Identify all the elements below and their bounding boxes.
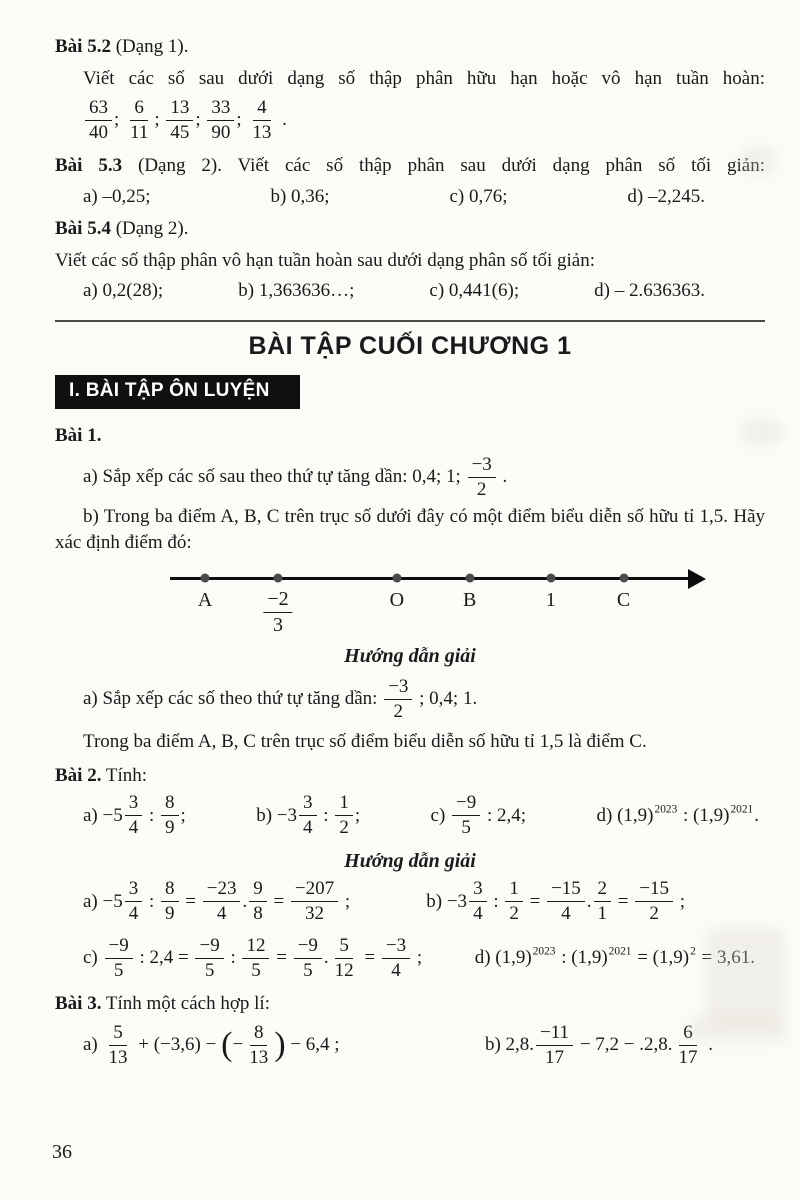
number-line-point-label: C — [616, 589, 631, 612]
problem-2-solution-c: c) $\frac{-9}{5}$ : 2,4 = $\frac{-9}{5}$ : $\frac{12}{5}$ = $\frac{-9}{5}$ . $\frac{5}{12}$ = $\frac{-3}{4}$ ; — [83, 935, 423, 981]
exercise-5-2-heading — [55, 34, 765, 60]
problem-2-item-b: b) −3 $\frac{3}{4}$ : $\frac{1}{2}$ ; — [256, 792, 361, 839]
exercise-5-3-type: (Dạng 2). — [122, 154, 222, 176]
problem-2-solution-d: d) (1,9) 2023 : (1,9) 2021 = (1,9) 2 = 3,61. — [474, 946, 755, 969]
exercise-5-4-type: (Dạng 2). — [110, 218, 189, 240]
section-heading-box — [55, 375, 300, 409]
problem-1-heading — [55, 423, 765, 449]
chapter-title: BÀI TẬP CUỐI CHƯƠNG 1 — [248, 332, 572, 361]
problem-2-items — [55, 793, 765, 838]
problem-1-solution-b: Trong ba điểm A, B, C trên trục số điểm biểu diễn số hữu tỉ 1,5 là điểm C. — [83, 731, 647, 753]
exercise-5-3-intro: Viết các số thập phân sau dưới dạng phân số tối giản: — [221, 154, 766, 176]
problem-2-item-a: a) −5 $\frac{3}{4}$ : $\frac{8}{9}$ ; — [83, 792, 186, 839]
number-line-point — [392, 574, 401, 583]
problem-2-item-c: c) $\frac{-9}{5}$ : 2,4; — [430, 792, 527, 839]
section-heading-label: I. BÀI TẬP ÔN LUYỆN — [69, 380, 270, 402]
problem-2-solution-row-2 — [55, 936, 765, 981]
exercise-5-2-label: Bài 5.2 — [55, 36, 111, 57]
exercise-5-3-answers — [55, 186, 765, 208]
problem-3-item-b: b) 2,8. $\frac{-11}{17}$ − 7,2 − .2,8. $\frac{6}{17}$ . — [484, 1021, 713, 1068]
solution-heading: Hướng dẫn giải — [344, 645, 476, 668]
answer-item-b: b) 0,36; — [270, 186, 330, 208]
section-divider — [55, 320, 765, 322]
exercise-5-4-answers — [55, 280, 765, 302]
solution-heading: Hướng dẫn giải — [344, 849, 476, 872]
number-line-point — [274, 574, 283, 583]
problem-2-solution-b: b) −3 $\frac{3}{4}$ : $\frac{1}{2}$ = $\frac{-15}{4}$ . $\frac{2}{1}$ = $\frac{-15}{2}$ ; — [426, 878, 685, 925]
number-line-point-label: 1 — [545, 589, 556, 612]
problem-1-part-b: b) Trong ba điểm A, B, C trên trục số dưới đây có một điểm biểu diễn số hữu tỉ 1,5. Hãy xác định điểm đó: — [55, 505, 765, 553]
number-line-point — [546, 574, 555, 583]
answer-item-a: a) –0,25; — [83, 186, 151, 208]
answer-item-a: a) 0,2(28); — [83, 280, 164, 302]
answer-item-c: c) 0,441(6); — [429, 280, 520, 302]
problem-2-solution-row-1 — [55, 879, 765, 924]
exercise-5-3-label: Bài 5.3 — [55, 154, 123, 176]
exercise-5-3-heading — [55, 153, 765, 179]
problem-2-label: Bài 2. — [55, 765, 102, 787]
exercise-5-2-type: (Dạng 1). — [110, 36, 189, 57]
exercise-5-4-heading — [55, 216, 765, 242]
number-line-point-label: $\frac{-2}{3}$ — [261, 589, 294, 636]
problem-3-title: Tính một cách hợp lí: — [101, 992, 270, 1014]
problem-2-item-d: d) (1,9) 2023 : (1,9) 2021 . — [596, 803, 759, 826]
answer-item-c: c) 0,76; — [449, 186, 508, 208]
number-line-axis — [170, 577, 694, 580]
problem-2-solution-a: a) −5 $\frac{3}{4}$ : $\frac{8}{9}$ = $\frac{-23}{4}$ . $\frac{9}{8}$ = $\frac{-207}{32}$ ; — [83, 878, 351, 925]
problem-2-title: Tính: — [101, 765, 148, 787]
problem-3-label: Bài 3. — [55, 992, 102, 1014]
number-line-point — [619, 574, 628, 583]
page-number: 36 — [52, 1141, 72, 1163]
problem-1-part-a: a) Sắp xếp các số sau theo thứ tự tăng dần: 0,4; 1; $\frac{-3}{2}$ . — [83, 453, 508, 500]
problem-1-label: Bài 1. — [55, 425, 102, 447]
problem-3-heading — [55, 991, 765, 1017]
number-line-point-label: B — [463, 589, 477, 612]
number-line — [170, 563, 710, 643]
problem-1-solution-a: a) Sắp xếp các số theo thứ tự tăng dần: $\frac{-3}{2}$ ; 0,4; 1. — [83, 675, 478, 722]
problem-2-heading — [55, 763, 765, 789]
answer-item-d: d) –2,245. — [627, 186, 705, 208]
exercise-5-2-fractions: $\frac{63}{40}$ ; $\frac{6}{11}$ ; $\frac{13}{45}$ ; $\frac{33}{90}$ ; $\frac{4}{13}$ . — [55, 98, 765, 143]
answer-item-b: b) 1,363636…; — [238, 280, 355, 302]
exercise-5-4-intro: Viết các số thập phân vô hạn tuần hoàn sau dưới dạng phân số tối giản: — [55, 250, 595, 272]
answer-item-d: d) – 2.636363. — [594, 280, 705, 302]
number-line-point — [201, 574, 210, 583]
number-line-point-label: O — [389, 589, 405, 612]
exercise-5-4-label: Bài 5.4 — [55, 218, 111, 240]
exercise-5-2-intro: Viết các số sau dưới dạng số thập phân hữu hạn hoặc vô hạn tuần hoàn: — [83, 67, 765, 89]
problem-3-items — [55, 1023, 765, 1068]
number-line-point-label: A — [197, 589, 213, 612]
number-line-point — [465, 574, 474, 583]
number-line-arrow — [688, 569, 706, 589]
problem-3-item-a: a) $\frac{5}{13}$ + (−3,6) − ( − $\frac{8}{13}$ ) − 6,4 ; — [83, 1021, 340, 1068]
